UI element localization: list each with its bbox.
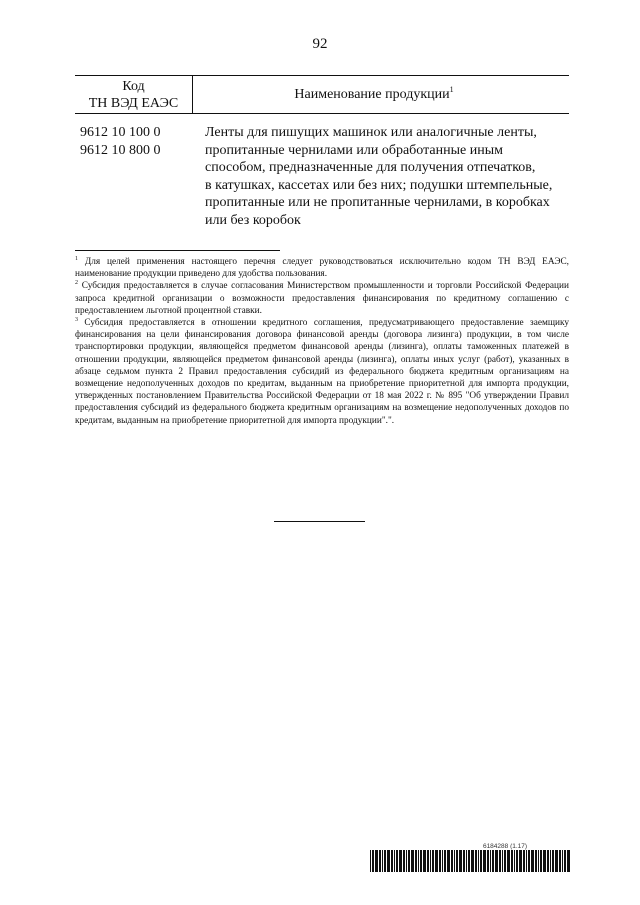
footnote-separator — [75, 250, 280, 251]
footnote-mark: 3 — [75, 317, 78, 324]
page-number: 92 — [312, 36, 328, 52]
footnote-mark: 2 — [75, 280, 78, 287]
header-code-line1: Код — [122, 79, 145, 94]
row-codes — [75, 124, 193, 229]
row-code: 9612 10 100 0 — [80, 125, 161, 140]
product-table — [75, 75, 569, 229]
footnote-text: Для целей применения настоящего перечня следует руководствоваться исключительно кодом ТН ВЭД ЕАЭС, наименование продукции приведено для удобства пользования. — [75, 257, 570, 280]
row-description-line: пропитанные или не пропитанные чернилами, в коробках — [205, 195, 550, 210]
row-description-line: пропитанные чернилами или обработанные иным — [205, 142, 503, 158]
barcode-image — [370, 850, 570, 872]
barcode-caption: 6184288 (1.17) — [482, 843, 528, 850]
footnote-2 — [75, 280, 569, 317]
header-name-cell — [193, 76, 569, 113]
footnotes — [75, 256, 569, 427]
header-name-label: Наименование продукции — [294, 87, 450, 102]
footnote-text: Субсидия предоставляется в отношении кредитного соглашения, предусматривающего предоставление заемщику финансирования на цели финансирования договора финансовой аренды (договора лизинга) продукции, в том числе транспортировки продукции, являющейся предметом финансовой аренды (лизинга), оплаты таможенных платежей в отношении продукции, являющейся предметом финансовой аренды (лизинга), оплаты иных услуг (работ), указанных в абзаце седьмом пункта 2 Правил предоставления субсидий из федерального бюджета кредитным организациям на возмещение недополученных доходов по кредитам, выданным на приобретение приоритетной для импорта продукции, утвержденных постановлением Правительства Российской Федерации от 18 мая 2022 г. № 895 "Об утверждении Правил предоставления субсидий из федерального бюджета кредитным организациям на возмещение недополученных доходов по кредитам, выданным на приобретение приоритетной для импорта продукции".". — [75, 318, 569, 426]
header-code-cell — [75, 76, 193, 113]
table-header — [75, 75, 569, 114]
row-description — [193, 124, 569, 229]
footnote-text: Субсидия предоставляется в случае согласования Министерством промышленности и торговли Российской Федерации запроса кредитной организации о возможности предоставления финансирования по кредитному соглашению с предоставлением льготной процентной ставки. — [75, 281, 569, 316]
header-name-footnote-mark: 1 — [449, 85, 454, 94]
header-code-line2: ТН ВЭД ЕАЭС — [88, 96, 179, 111]
table-row — [75, 124, 569, 229]
footnote-3 — [75, 317, 569, 427]
row-description-line: Ленты для пишущих машинок или аналогичные ленты, — [205, 125, 537, 140]
footnote-1 — [75, 256, 569, 280]
row-description-line: способом, предназначенные для получения отпечатков, — [205, 160, 536, 175]
row-description-line: в катушках, кассетах или без них; подушки штемпельные, — [205, 177, 553, 193]
footnote-mark: 1 — [75, 256, 78, 262]
row-code: 9612 10 800 0 — [80, 142, 161, 158]
row-description-line: или без коробок — [205, 212, 301, 228]
end-separator — [274, 521, 365, 522]
